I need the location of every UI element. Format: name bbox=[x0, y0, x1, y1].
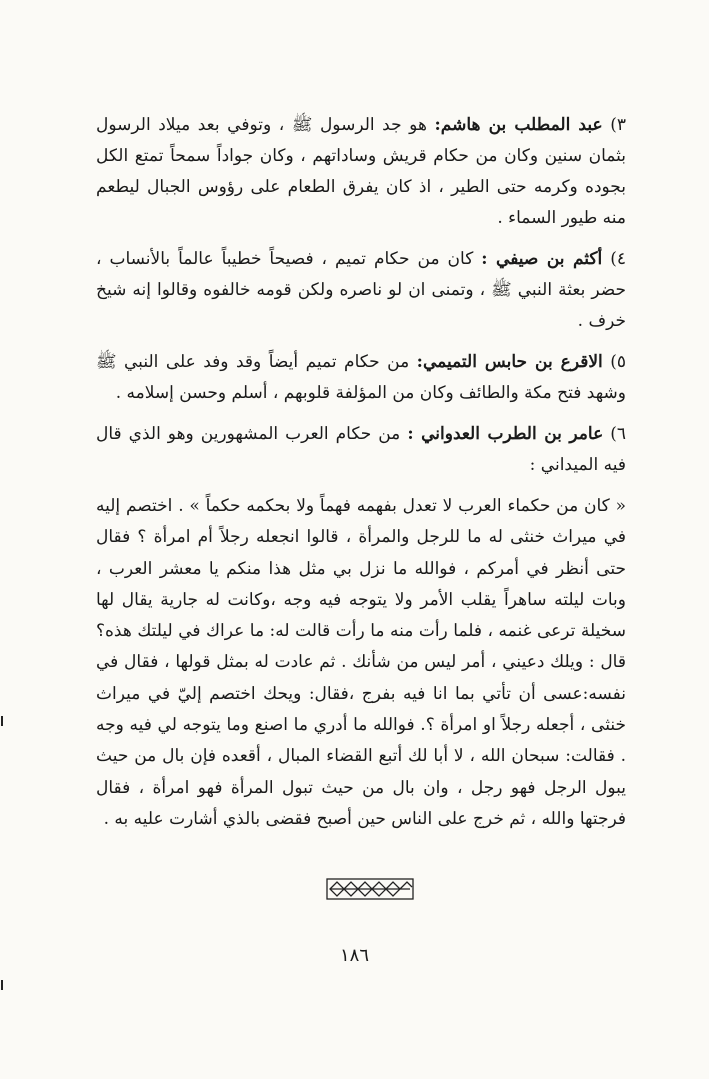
entry-name: عبد المطلب بن هاشم: bbox=[434, 115, 603, 135]
entry-name: الاقرع بن حابس التميمي: bbox=[416, 352, 603, 372]
entry-number: ٤) bbox=[610, 249, 626, 269]
ornament-divider-icon bbox=[326, 878, 414, 900]
entry-number: ٥) bbox=[610, 352, 627, 372]
entry-text: كان من حكام تميم ، فصيحاً خطيباً عالماً بالأنساب ، حضر بعثة النبي ﷺ ، وتمنى ان لو ناصره ولكن قومه خالفوه وقالوا إنه شيخ خرف . bbox=[96, 249, 626, 331]
entry-text: من حكام العرب المشهورين وهو الذي قال فيه الميداني : bbox=[96, 424, 626, 475]
entry-number: ٦) bbox=[610, 424, 627, 444]
scan-edge-mark bbox=[1, 980, 3, 990]
entry-aqra bbox=[96, 347, 626, 409]
entry-name: عامر بن الطرب العدواني : bbox=[407, 424, 604, 444]
entry-number: ٣) bbox=[610, 115, 626, 135]
quote-paragraph: « كان من حكماء العرب لا تعدل بفهمه فهماً ولا بحكمه حكماً » . اختصم إليه في ميراث خنثى له ما للرجل والمرأة ، قالوا انجعله رجلاً أم امرأة ؟ فقال حتى أنظر في أمركم ، فوالله ما نزل بي مثل هذا منكم يا معشر العرب ، وبات ليلته ساهراً يقلب الأمر ولا يتوجه فيه وجه ،وكانت له جارية يقال لها سخيلة ترعى غنمه ، فلما رأت منه ما رأت قالت له: ما عراك في ليلتك هذه؟ قال : ويلك دعيني ، أمر ليس من شأنك . ثم عادت له بمثل قولها ، فقال في نفسه:عسى أن تأتي بما انا فيه بفرج ،فقال: ويحك اختصم إليّ في ميراث خنثى ، أجعله رجلاً او امرأة ؟. فوالله ما أدري ما اصنع وما يتوجه لي فيه وجه . فقالت: سبحان الله ، لا أبا لك أتبع القضاء المبال ، أقعده فإن بال من حيث يبول الرجل فهو رجل ، وان بال من حيث تبول المرأة فهو امرأة ، فقال فرجتها والله ، ثم خرج على الناس حين أصبح فقضى بالذي أشارت عليه به . bbox=[96, 496, 626, 829]
entry-abdulmuttalib bbox=[96, 110, 626, 234]
page-body bbox=[96, 110, 626, 845]
entry-name: أكثم بن صيفي : bbox=[481, 249, 603, 269]
entry-text: هو جد الرسول ﷺ ، وتوفي بعد ميلاد الرسول بثمان سنين وكان من حكام قريش وساداتهم ، وكان جواداً سمحاً تمتع الكل بجوده وكرمه حتى الطير ، اذ كان يفرق الطعام على رؤوس الجبال ليطعم منه طيور السماء . bbox=[96, 115, 626, 228]
entry-amir bbox=[96, 419, 626, 481]
entry-aktham bbox=[96, 244, 626, 337]
scan-edge-mark bbox=[1, 716, 3, 726]
page-number: ١٨٦ bbox=[339, 945, 369, 966]
entry-text: من حكام تميم أيضاً وقد وفد على النبي ﷺ وشهد فتح مكة والطائف وكان من المؤلفة قلوبهم ، أسلم وحسن إسلامه . bbox=[96, 352, 626, 403]
